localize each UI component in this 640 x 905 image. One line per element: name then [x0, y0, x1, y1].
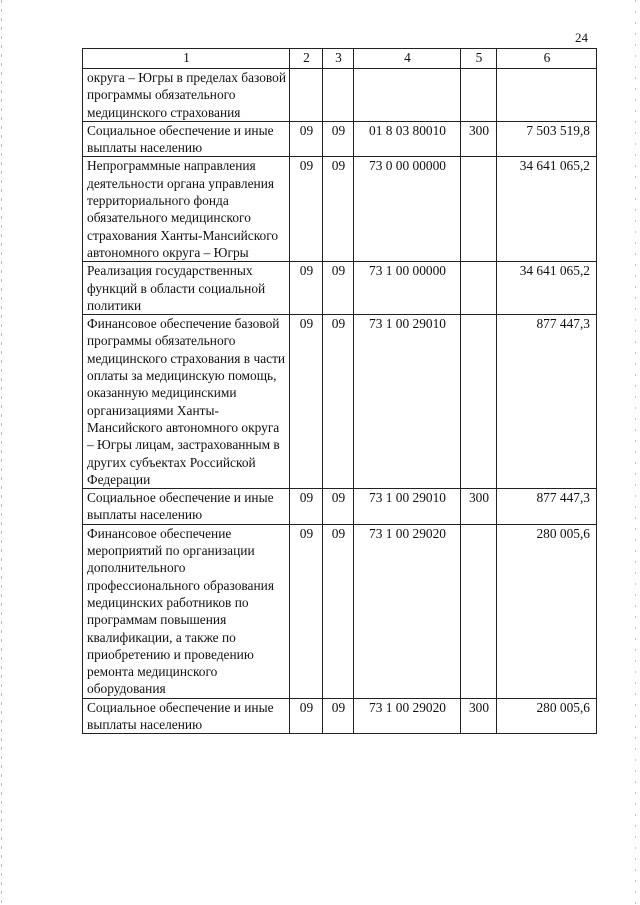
row-amount: 34 641 065,2 — [497, 262, 597, 315]
table-row — [83, 121, 597, 157]
row-target: 73 1 00 29020 — [354, 698, 461, 734]
row-name: Социальное обеспечение и иные выплаты населению — [83, 489, 290, 525]
row-expense — [461, 524, 497, 698]
row-expense: 300 — [461, 489, 497, 525]
scan-edge-right — [635, 0, 636, 905]
row-section — [290, 69, 323, 122]
row-target: 01 8 03 80010 — [354, 121, 461, 157]
row-amount: 877 447,3 — [497, 315, 597, 489]
table-row — [83, 489, 597, 525]
row-subsection — [323, 69, 354, 122]
row-name: Социальное обеспечение и иные выплаты населению — [83, 121, 290, 157]
row-amount: 280 005,6 — [497, 698, 597, 734]
row-amount — [497, 69, 597, 122]
table-row — [83, 315, 597, 489]
row-name: Непрограммные направления деятельности органа управления территориального фонда обязательного медицинского страхования Ханты-Мансийского автономного округа – Югры — [83, 157, 290, 262]
row-expense — [461, 157, 497, 262]
row-target: 73 1 00 29010 — [354, 315, 461, 489]
header-row — [83, 49, 597, 69]
row-target: 73 1 00 29010 — [354, 489, 461, 525]
row-expense: 300 — [461, 121, 497, 157]
header-col-1: 1 — [83, 49, 290, 69]
row-section: 09 — [290, 698, 323, 734]
row-section: 09 — [290, 262, 323, 315]
page-number: 24 — [575, 30, 588, 45]
table-row — [83, 524, 597, 698]
row-amount: 34 641 065,2 — [497, 157, 597, 262]
row-expense — [461, 69, 497, 122]
row-subsection: 09 — [323, 262, 354, 315]
row-subsection: 09 — [323, 121, 354, 157]
row-subsection: 09 — [323, 524, 354, 698]
header-col-4: 4 — [354, 49, 461, 69]
row-target — [354, 69, 461, 122]
row-expense — [461, 262, 497, 315]
row-amount: 280 005,6 — [497, 524, 597, 698]
header-col-5: 5 — [461, 49, 497, 69]
row-name: Финансовое обеспечение мероприятий по организации дополнительного профессионального образования медицинских работников по программам повышения квалификации, а также по приобретению и проведению ремонта медицинского оборудования — [83, 524, 290, 698]
table-row — [83, 69, 597, 122]
row-subsection: 09 — [323, 315, 354, 489]
row-name: округа – Югры в пределах базовой программы обязательного медицинского страхования — [83, 69, 290, 122]
header-col-2: 2 — [290, 49, 323, 69]
header-col-3: 3 — [323, 49, 354, 69]
header-col-6: 6 — [497, 49, 597, 69]
row-section: 09 — [290, 524, 323, 698]
row-name: Финансовое обеспечение базовой программы обязательного медицинского страхования в части оплаты за медицинскую помощь, оказанную медицинскими организациями Ханты-Мансийского автономного округа – Югры лицам, застрахованным в других субъектах Российской Федерации — [83, 315, 290, 489]
row-amount: 7 503 519,8 — [497, 121, 597, 157]
row-name: Социальное обеспечение и иные выплаты населению — [83, 698, 290, 734]
row-section: 09 — [290, 489, 323, 525]
table-row — [83, 698, 597, 734]
row-section: 09 — [290, 315, 323, 489]
row-target: 73 0 00 00000 — [354, 157, 461, 262]
row-section: 09 — [290, 157, 323, 262]
row-target: 73 1 00 00000 — [354, 262, 461, 315]
row-amount: 877 447,3 — [497, 489, 597, 525]
row-target: 73 1 00 29020 — [354, 524, 461, 698]
scan-edge-left — [1, 0, 2, 905]
row-expense: 300 — [461, 698, 497, 734]
row-subsection: 09 — [323, 157, 354, 262]
table-row — [83, 262, 597, 315]
budget-table — [82, 48, 597, 734]
row-subsection: 09 — [323, 698, 354, 734]
row-expense — [461, 315, 497, 489]
row-section: 09 — [290, 121, 323, 157]
table-row — [83, 157, 597, 262]
row-subsection: 09 — [323, 489, 354, 525]
row-name: Реализация государственных функций в области социальной политики — [83, 262, 290, 315]
